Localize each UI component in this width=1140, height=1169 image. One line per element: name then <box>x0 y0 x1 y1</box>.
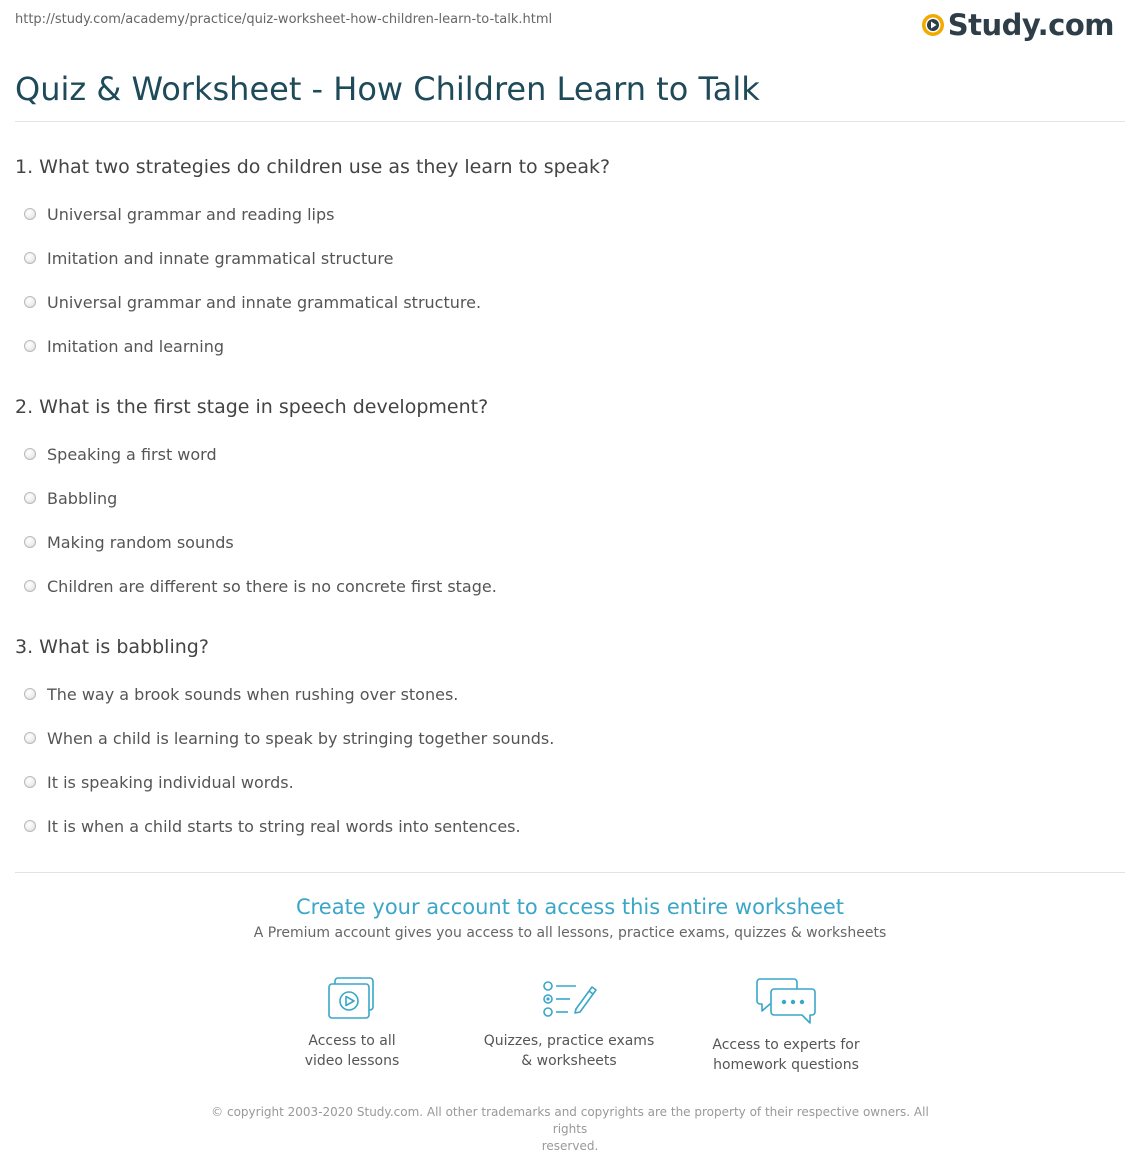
answer-choice[interactable] <box>15 721 1125 765</box>
radio-button[interactable] <box>24 688 36 700</box>
feature-label-line: Access to experts for <box>712 1037 860 1053</box>
radio-button[interactable] <box>24 208 36 220</box>
answer-label: Universal grammar and reading lips <box>47 204 335 224</box>
answer-choice[interactable] <box>15 765 1125 809</box>
radio-button[interactable] <box>24 492 36 504</box>
top-bar <box>0 0 1140 56</box>
radio-button[interactable] <box>24 776 36 788</box>
answer-choice[interactable] <box>15 285 1125 329</box>
title-divider <box>15 121 1125 122</box>
radio-button[interactable] <box>24 732 36 744</box>
cta-divider <box>15 872 1125 873</box>
answer-label: Speaking a first word <box>47 444 217 464</box>
answer-choice[interactable] <box>15 525 1125 569</box>
radio-button[interactable] <box>24 536 36 548</box>
answer-label: Making random sounds <box>47 532 234 552</box>
question-text: 1. What two strategies do children use as they learn to speak? <box>15 156 611 178</box>
question-3 <box>15 633 1125 853</box>
cta-subtitle: A Premium account gives you access to all lessons, practice exams, quizzes & worksheets <box>253 925 887 941</box>
feature-label-line: homework questions <box>713 1057 859 1073</box>
answer-choice[interactable] <box>15 197 1125 241</box>
cta-link[interactable]: Create your account to access this entire worksheet <box>295 895 845 919</box>
feature-label <box>252 1031 452 1071</box>
feature-label-line: video lessons <box>304 1053 400 1069</box>
answer-choice[interactable] <box>15 569 1125 613</box>
chat-bubbles-icon <box>754 975 818 1027</box>
copyright-notice <box>210 1104 930 1155</box>
answer-choice[interactable] <box>15 241 1125 285</box>
feature-experts <box>686 975 886 1075</box>
copyright-line: © copyright 2003-2020 Study.com. All other trademarks and copyrights are the property of their respective owners. All rights <box>211 1105 929 1136</box>
radio-button[interactable] <box>24 340 36 352</box>
answer-choice[interactable] <box>15 481 1125 525</box>
answer-label: Imitation and innate grammatical structure <box>47 248 394 268</box>
page-url[interactable]: http://study.com/academy/practice/quiz-worksheet-how-children-learn-to-talk.html <box>15 12 553 27</box>
feature-label-line: & worksheets <box>521 1053 617 1069</box>
feature-label-line: Access to all <box>308 1033 396 1049</box>
answer-choices <box>15 677 1125 853</box>
copyright-line: reserved. <box>541 1139 599 1153</box>
answer-label: Children are different so there is no concrete first stage. <box>47 576 497 596</box>
answer-choices <box>15 437 1125 613</box>
answer-choice[interactable] <box>15 809 1125 853</box>
page-title: Quiz & Worksheet - How Children Learn to Talk <box>15 70 760 108</box>
radio-button[interactable] <box>24 820 36 832</box>
answer-choice[interactable] <box>15 677 1125 721</box>
video-lessons-icon <box>325 975 379 1023</box>
account-cta <box>0 895 1140 941</box>
answer-label: It is when a child starts to string real words into sentences. <box>47 816 521 836</box>
answer-label: The way a brook sounds when rushing over stones. <box>47 684 459 704</box>
play-logo-icon <box>921 13 945 37</box>
feature-label <box>686 1035 886 1075</box>
feature-label-line: Quizzes, practice exams <box>483 1033 655 1049</box>
radio-button[interactable] <box>24 580 36 592</box>
radio-button[interactable] <box>24 448 36 460</box>
answer-label: Universal grammar and innate grammatical structure. <box>47 292 482 312</box>
answer-choices <box>15 197 1125 373</box>
answer-choice[interactable] <box>15 329 1125 373</box>
feature-quizzes <box>469 975 669 1071</box>
feature-video-lessons <box>252 975 452 1071</box>
answer-label: It is speaking individual words. <box>47 772 294 792</box>
question-1 <box>15 153 1125 373</box>
answer-label: Imitation and learning <box>47 336 225 356</box>
question-text: 3. What is babbling? <box>15 636 209 658</box>
answer-label: Babbling <box>47 488 118 508</box>
question-text: 2. What is the first stage in speech development? <box>15 396 489 418</box>
feature-label <box>469 1031 669 1071</box>
answer-label: When a child is learning to speak by stringing together sounds. <box>47 728 555 748</box>
question-2 <box>15 393 1125 613</box>
logo-text: Study.com <box>947 8 1114 42</box>
answer-choice[interactable] <box>15 437 1125 481</box>
study-logo[interactable] <box>921 6 1114 44</box>
quiz-checklist-icon <box>540 975 598 1023</box>
radio-button[interactable] <box>24 296 36 308</box>
radio-button[interactable] <box>24 252 36 264</box>
